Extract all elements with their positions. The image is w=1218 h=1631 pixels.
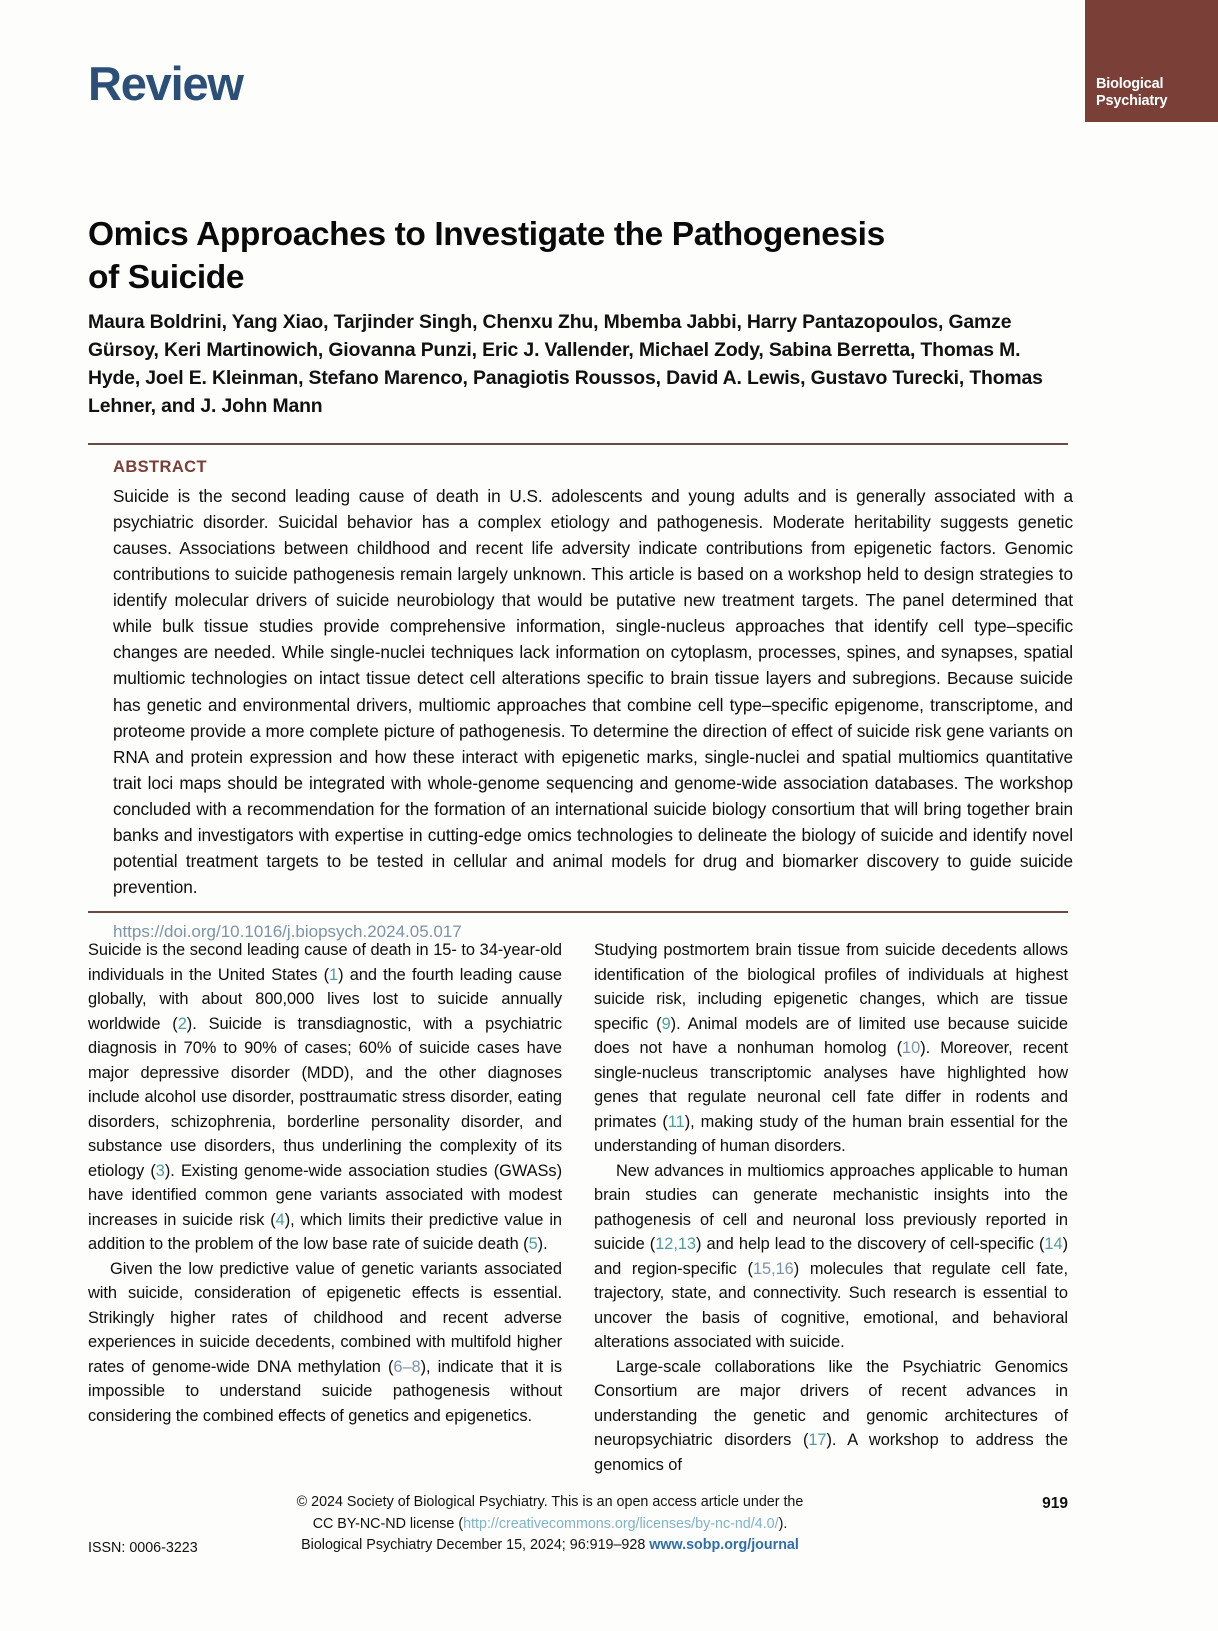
body-text: ), which limits their predictive value in addition to the problem of the low base rate of suicide death ( xyxy=(88,1210,562,1254)
body-text: ) and help lead to the discovery of cell-specific ( xyxy=(696,1235,1045,1254)
body-text: Large-scale collaborations like the Psychiatric Genomics Consortium are major drivers of recent advances in understanding the genetic and genomic architectures of neuropsychiatric disorders ( xyxy=(594,1357,1068,1450)
footer-citation xyxy=(88,1535,1068,1557)
body-text: Studying postmortem brain tissue from suicide decedents allows identification of the biological profiles of individuals at highest suicide risk, including epigenetic changes, which are tissue specific ( xyxy=(594,941,1068,1033)
body-text: ). A workshop to address the genomics of xyxy=(594,1431,1069,1474)
creative-commons-link[interactable]: http://creativecommons.org/licenses/by-nc-nd/4.0/ xyxy=(463,1515,779,1532)
citation-reference[interactable]: 3 xyxy=(155,1161,165,1180)
citation-reference[interactable]: 10 xyxy=(902,1039,921,1058)
citation-reference[interactable]: 5 xyxy=(528,1235,538,1254)
body-text: ). Suicide is transdiagnostic, with a psychiatric diagnosis in 70% to 90% of cases; 60% of suicide cases have major depressive disorder (MDD), and the other diagnoses include alcohol use disorder, posttraumatic stress disorder, eating disorders, schizophrenia, borderline personality disorder, and substance use disorders, thus underlining the complexity of its etiology ( xyxy=(88,1014,562,1180)
footer-copyright: © 2024 Society of Biological Psychiatry. This is an open access article under the xyxy=(296,1494,804,1510)
journal-logo-badge xyxy=(1085,0,1218,122)
body-text: ) and the fourth leading cause globally, with about 800,000 lives lost to suicide annually worldwide ( xyxy=(88,965,562,1033)
page-number: 919 xyxy=(1042,1495,1068,1512)
citation-reference[interactable]: 14 xyxy=(1044,1235,1063,1254)
citation-reference[interactable]: 2 xyxy=(177,1014,187,1033)
body-text: ), making study of the human brain essential for the understanding of human disorders. xyxy=(594,1112,1068,1156)
body-paragraph xyxy=(594,1355,1068,1478)
body-text: ). Existing genome-wide association studies (GWASs) have identified common gene variants associated with modest increases in suicide risk ( xyxy=(88,1161,562,1229)
body-text: ) and region-specific ( xyxy=(594,1235,1068,1278)
citation-reference[interactable]: 12,13 xyxy=(655,1235,696,1254)
citation-reference[interactable]: 6–8 xyxy=(393,1357,421,1376)
citation-reference[interactable]: 15,16 xyxy=(752,1259,794,1278)
body-paragraph xyxy=(594,938,1068,1159)
journal-name-line1: Biological xyxy=(1096,75,1164,92)
abstract-section xyxy=(113,458,1073,942)
abstract-top-divider xyxy=(88,443,1068,445)
body-column-right xyxy=(594,938,1069,1474)
body-text: ). Animal models are of limited use because suicide does not have a nonhuman homolog ( xyxy=(594,1014,1068,1058)
body-text: ), indicate that it is impossible to understand suicide pathogenesis without considering the combined effects of genetics and epigenetics. xyxy=(88,1357,563,1425)
body-text: ). Moreover, recent single-nucleus transcriptomic analyses have highlighted how genes that regulate neuronal cell fate differ in rodents and primates ( xyxy=(594,1039,1068,1131)
citation-reference[interactable]: 11 xyxy=(667,1112,685,1131)
license-prefix: CC BY-NC-ND license ( xyxy=(312,1515,464,1532)
body-column-left xyxy=(88,938,563,1425)
body-text: ). xyxy=(537,1235,548,1254)
license-suffix: ). xyxy=(778,1515,788,1532)
body-paragraph xyxy=(594,1159,1068,1355)
author-list: Maura Boldrini, Yang Xiao, Tarjinder Singh, Chenxu Zhu, Mbemba Jabbi, Harry Pantazopoulos, Gamze Gürsoy, Keri Martinowich, Giovanna Punzi, Eric J. Vallender, Michael Zody, Sabina Berretta, Thomas M. Hyde, Joel E. Kleinman, Stefano Marenco, Panagiotis Roussos, David A. Lewis, Gustavo Turecki, Thomas Lehner, and J. John Mann xyxy=(88,311,1043,418)
body-paragraph xyxy=(88,938,562,1257)
body-text: New advances in multiomics approaches applicable to human brain studies can generate mechanistic insights into the pathogenesis of cell and neuronal loss previously reported in suicide ( xyxy=(594,1161,1068,1254)
section-label: Review xyxy=(88,57,243,110)
page-title: Omics Approaches to Investigate the Pathogenesis of Suicide xyxy=(88,216,885,296)
body-text: Given the low predictive value of genetic variants associated with suicide, consideration of epigenetic effects is essential. Strikingly higher rates of childhood and recent adverse experiences in suicide decedents, combined with multifold higher rates of genome-wide DNA methylation ( xyxy=(88,1259,562,1376)
citation-reference[interactable]: 1 xyxy=(329,965,339,984)
body-columns xyxy=(88,938,1069,1474)
footer-license xyxy=(88,1514,1068,1536)
journal-name-line2: Psychiatry xyxy=(1096,92,1168,109)
body-paragraph xyxy=(88,1257,562,1429)
abstract-heading: ABSTRACT xyxy=(113,458,207,476)
footer-issn: ISSN: 0006-3223 xyxy=(88,1540,198,1556)
journal-website-link[interactable]: www.sobp.org/journal xyxy=(649,1537,799,1554)
page-footer xyxy=(88,1492,1068,1557)
abstract-text: Suicide is the second leading cause of death in U.S. adolescents and young adults and is generally associated with a psychiatric disorder. Suicidal behavior has a complex etiology and pathogenesis. Moderate heritability suggests genetic causes. Associations between childhood and recent life adversity indicate contributions from epigenetic factors. Genomic contributions to suicide pathogenesis remain largely unknown. This article is based on a workshop held to design strategies to identify molecular drivers of suicide neurobiology that would be putative new treatment targets. The panel determined that while bulk tissue studies provide comprehensive information, single-nucleus approaches that identify cell type–specific changes are needed. While single-nuclei techniques lack information on cytoplasm, processes, spines, and synapses, spatial multiomic technologies on intact tissue detect cell alterations specific to brain tissue layers and subregions. Because suicide has genetic and environmental drivers, multiomic approaches that combine cell type–specific epigenome, transcriptome, and proteome provide a more complete picture of pathogenesis. To determine the direction of effect of suicide risk gene variants on RNA and protein expression and how these interact with epigenetic marks, single-nuclei and spatial multiomics quantitative trait loci maps should be integrated with whole-genome sequencing and genome-wide association databases. The workshop concluded with a recommendation for the formation of an international suicide biology consortium that will bring together brain banks and investigators with expertise in cutting-edge omics technologies to delineate the biology of suicide and identify novel potential treatment targets to be tested in cellular and animal models for drug and biomarker discovery to guide suicide prevention. xyxy=(113,486,1073,897)
body-text: ) molecules that regulate cell fate, trajectory, state, and connectivity. Such research is essential to uncover the basis of cognitive, emotional, and behavioral alterations associated with suicide. xyxy=(594,1259,1068,1352)
citation-reference[interactable]: 17 xyxy=(808,1431,827,1450)
citation-text: Biological Psychiatry December 15, 2024; 96:919–928 xyxy=(301,1537,646,1554)
body-text: Suicide is the second leading cause of death in 15- to 34-year-old individuals in the United States ( xyxy=(88,941,562,984)
citation-reference[interactable]: 9 xyxy=(661,1014,671,1033)
journal-name xyxy=(1096,76,1167,110)
doi-link[interactable]: https://doi.org/10.1016/j.biopsych.2024.05.017 xyxy=(113,922,462,941)
citation-reference[interactable]: 4 xyxy=(275,1210,285,1229)
